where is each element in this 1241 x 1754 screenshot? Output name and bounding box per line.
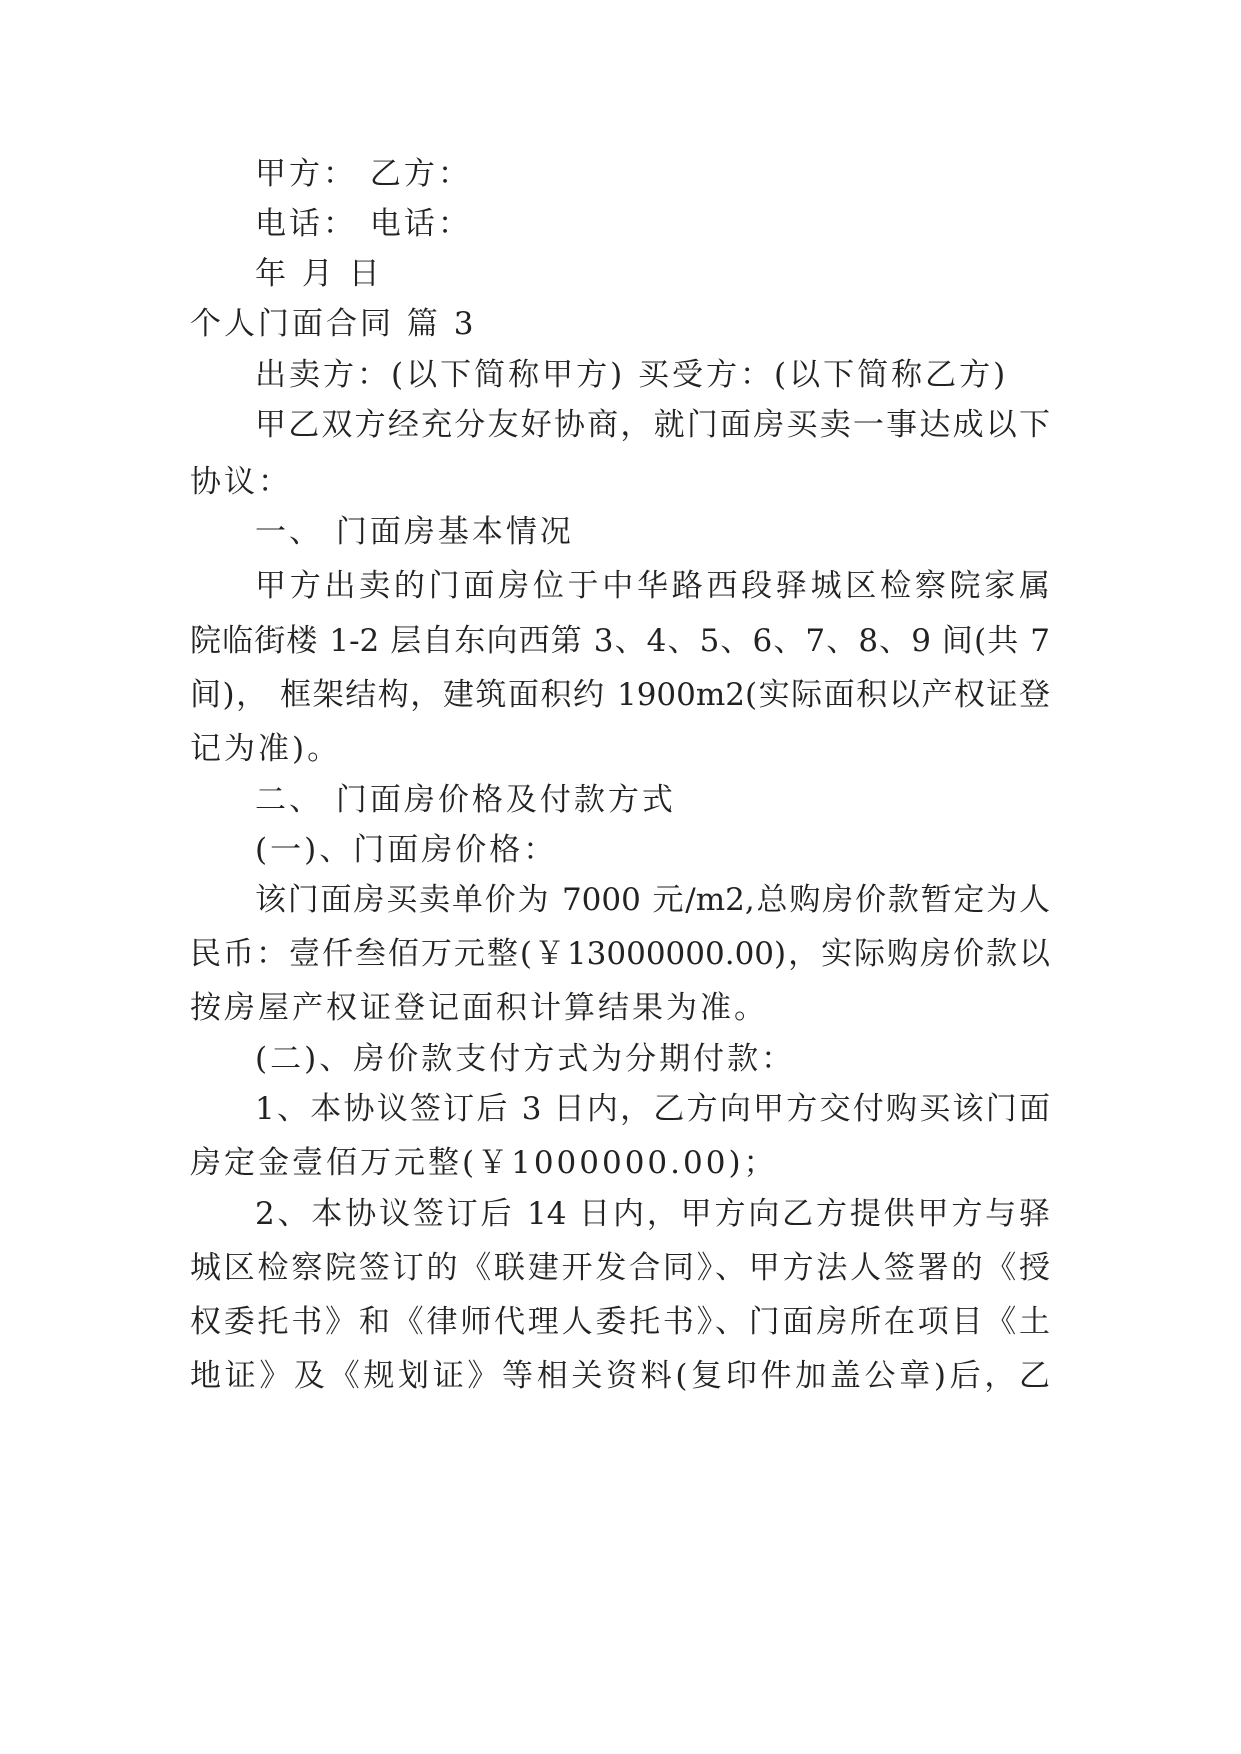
paragraph-line: 2、本协议签订后 14 日内，甲方向乙方提供甲方与驿 (255, 1196, 1050, 1232)
phone-line: 电话： 电话： (255, 206, 472, 242)
paragraph-line: 间)， 框架结构，建筑面积约 1900m2(实际面积以产权证登 (190, 677, 1050, 713)
clause-heading: 一、 门面房基本情况 (255, 514, 574, 550)
subclause-heading: (二)、房价款支付方式为分期付款： (255, 1041, 796, 1077)
section-title: 个人门面合同 篇 3 (190, 306, 477, 342)
paragraph-line: 甲方出卖的门面房位于中华路西段驿城区检察院家属 (255, 568, 1050, 604)
subclause-heading: (一)、门面房价格： (255, 832, 558, 868)
paragraph-line: 记为准)。 (190, 731, 342, 767)
clause-heading: 二、 门面房价格及付款方式 (255, 782, 676, 818)
paragraph-line: 城区检察院签订的《联建开发合同》、甲方法人签署的《授 (190, 1250, 1050, 1286)
paragraph-line: 地证》及《规划证》等相关资料(复印件加盖公章)后，乙 (190, 1358, 1050, 1394)
parties-line: 出卖方：(以下简称甲方) 买受方：(以下简称乙方) (255, 357, 1009, 393)
paragraph-line: 按房屋产权证登记面积计算结果为准。 (190, 990, 768, 1026)
date-line: 年 月 日 (255, 256, 383, 292)
paragraph-line: 协议： (190, 464, 292, 500)
paragraph-line: 权委托书》和《律师代理人委托书》、门面房所在项目《土 (190, 1304, 1050, 1340)
paragraph-line: 院临街楼 1-2 层自东向西第 3、4、5、6、7、8、9 间(共 7 (190, 623, 1050, 659)
party-signature-line: 甲方： 乙方： (255, 156, 472, 192)
paragraph-line: 民币：壹仟叁佰万元整(￥13000000.00)，实际购房价款以 (190, 936, 1050, 972)
paragraph-line: 该门面房买卖单价为 7000 元/m2,总购房价款暂定为人 (255, 882, 1050, 918)
paragraph-line: 1、本协议签订后 3 日内，乙方向甲方交付购买该门面 (255, 1091, 1050, 1127)
paragraph-line: 甲乙双方经充分友好协商，就门面房买卖一事达成以下 (255, 407, 1050, 443)
paragraph-line: 房定金壹佰万元整(￥1000000.00)； (190, 1145, 778, 1181)
